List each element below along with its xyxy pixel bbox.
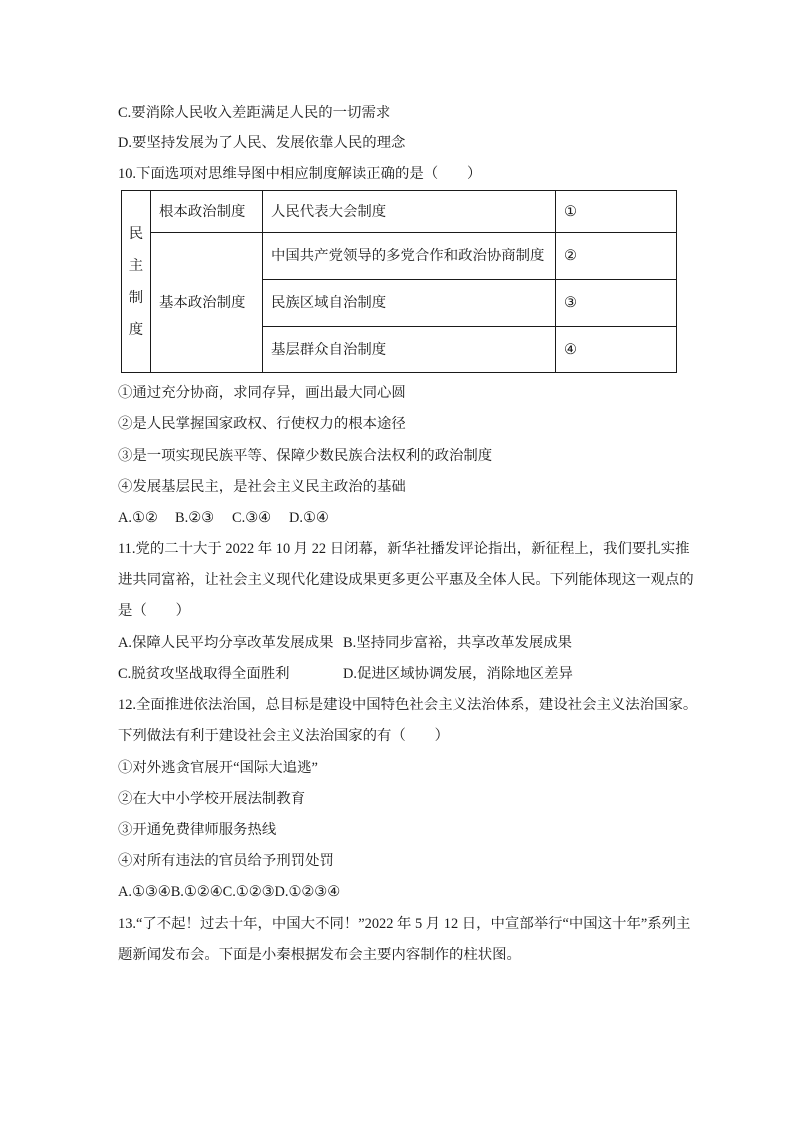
q12-statement-2: ②在大中小学校开展法制教育 <box>118 791 306 807</box>
system-marker: ② <box>556 233 677 280</box>
q9-option-d: D.要坚持发展为了人民、发展依靠人民的理念 <box>118 135 406 151</box>
q10-statement-2: ②是人民掌握国家政权、行使权力的根本途径 <box>118 416 406 432</box>
q11-stem-line: 11.党的二十大于 2022 年 10 月 22 日闭幕，新华社播发评论指出，新征程上，我们要扎实推 <box>118 541 690 557</box>
q12-choice-b: B.①②④ <box>170 884 223 900</box>
q13-stem-line: 13.“了不起！过去十年，中国大不同！”2022 年 5 月 12 日，中宣部举行“中国这十年”系列主 <box>118 916 691 932</box>
q12-choices <box>118 882 340 902</box>
q10-choice-c: C.③④ <box>232 510 271 526</box>
q12-statement-1: ①对外逃贪官展开“国际大追逃” <box>118 760 318 776</box>
q12-statement-4: ④对所有违法的官员给予刑罚处罚 <box>118 853 334 869</box>
q11-choice-b: B.坚持同步富裕，共享改革发展成果 <box>343 635 573 651</box>
table-row <box>122 191 677 233</box>
q12-choice-a: A.①③④ <box>118 884 171 900</box>
q11-choices-row <box>118 633 572 653</box>
system-marker: ③ <box>556 280 677 327</box>
table-row <box>122 233 677 280</box>
q10-statement-3: ③是一项实现民族平等、保障少数民族合法权利的政治制度 <box>118 448 493 464</box>
system-name: 人民代表大会制度 <box>263 191 556 233</box>
q11-stem-line: 进共同富裕，让社会主义现代化建设成果更多更公平惠及全体人民。下列能体现这一观点的 <box>118 572 694 588</box>
system-name: 基层群众自治制度 <box>263 327 556 373</box>
q13-stem-line: 题新闻发布会。下面是小秦根据发布会主要内容制作的柱状图。 <box>118 947 521 963</box>
q10-stem: 10.下面选项对思维导图中相应制度解读正确的是（ ） <box>118 166 482 182</box>
q10-choice-a: A.①② <box>118 510 158 526</box>
q11-choice-a: A.保障人民平均分享改革发展成果 <box>118 635 334 651</box>
q11-choice-d: D.促进区域协调发展，消除地区差异 <box>343 666 573 682</box>
q12-stem-line: 下列做法有利于建设社会主义法治国家的有（ ） <box>118 728 449 744</box>
q10-choice-b: B.②③ <box>175 510 214 526</box>
q12-choice-d: D.①②③④ <box>274 884 341 900</box>
system-name: 民族区域自治制度 <box>263 280 556 327</box>
system-marker: ① <box>556 191 677 233</box>
fundamental-system-label: 根本政治制度 <box>151 191 263 233</box>
q9-option-c: C.要消除人民收入差距满足人民的一切需求 <box>118 105 391 121</box>
system-marker: ④ <box>556 327 677 373</box>
basic-system-label: 基本政治制度 <box>151 233 263 373</box>
q11-choices-row <box>118 664 573 684</box>
q12-statement-3: ③开通免费律师服务热线 <box>118 822 277 838</box>
q10-choice-d: D.①④ <box>289 510 329 526</box>
system-mindmap-table <box>121 190 677 373</box>
root-label-cell <box>122 191 151 373</box>
q11-stem-line: 是（ ） <box>118 603 190 619</box>
q10-statement-1: ①通过充分协商，求同存异，画出最大同心圆 <box>118 385 406 401</box>
q12-stem-line: 12.全面推进依法治国，总目标是建设中国特色社会主义法治体系，建设社会主义法治国家。 <box>118 697 698 713</box>
q10-statement-4: ④发展基层民主，是社会主义民主政治的基础 <box>118 479 406 495</box>
q10-choices <box>118 508 329 528</box>
root-label: 民主制度 <box>128 225 144 338</box>
q12-choice-c: C.①②③ <box>222 884 275 900</box>
system-name: 中国共产党领导的多党合作和政治协商制度 <box>263 233 556 280</box>
q11-choice-c: C.脱贫攻坚战取得全面胜利 <box>118 666 290 682</box>
